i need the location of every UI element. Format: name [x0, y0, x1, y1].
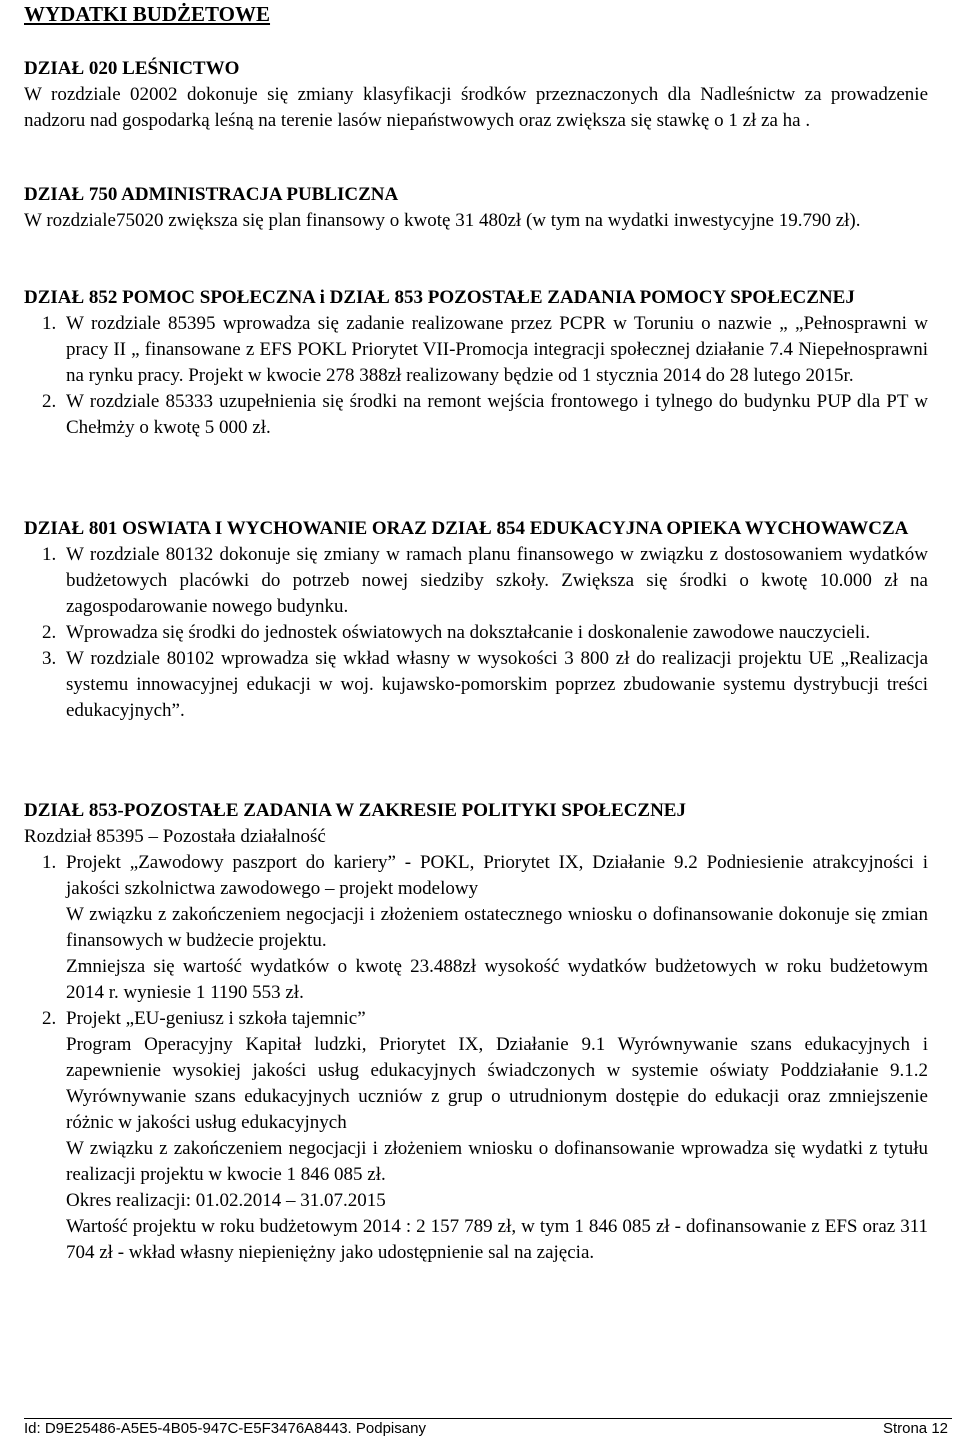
item-number: 1. [42, 852, 57, 873]
item-text: Wprowadza się środki do jednostek oświatowych na dokształcanie i doskonalenie zawodowe nauczycieli. [66, 622, 871, 643]
section-heading: DZIAŁ 750 ADMINISTRACJA PUBLICZNA [24, 184, 399, 205]
section-heading: DZIAŁ 852 POMOC SPOŁECZNA i DZIAŁ 853 POZOSTAŁE ZADANIA POMOCY SPOŁECZNEJ [24, 287, 855, 308]
item-number: 1. [42, 313, 57, 334]
item-text: Zmniejsza się wartość wydatków o kwotę 23.488zł wysokość wydatków budżetowych w roku budżetowym 2014 r. wyniesie 1 1190 553 zł. [66, 956, 928, 1003]
list-item [24, 646, 928, 724]
item-text: W rozdziale 80132 dokonuje się zmiany w ramach planu finansowego w związku z dostosowaniem wydatków budżetowych placówki do potrzeb nowej siedziby szkoły. Zwiększa się środki o kwotę 10.000 zł na zagospodarowanie nowego budynku. [66, 544, 928, 617]
item-text: Wartość projektu w roku budżetowym 2014 : 2 157 789 zł, w tym 1 846 085 zł - dofinansowanie z EFS oraz 311 704 zł - wkład własny niepieniężny jako udostępnienie sal na zajęcia. [66, 1216, 928, 1263]
section-subheading: Rozdział 85395 – Pozostała działalność [24, 826, 326, 847]
item-number: 2. [42, 391, 57, 412]
list-item [24, 389, 928, 441]
section-dzial-020 [24, 56, 928, 134]
item-text: W rozdziale 85333 uzupełnienia się środki na remont wejścia frontowego i tylnego do budynku PUP dla PT w Chełmży o kwotę 5 000 zł. [66, 391, 928, 438]
list-item [24, 1006, 928, 1266]
page-footer [24, 1418, 952, 1437]
numbered-list [24, 311, 928, 441]
item-number: 3. [42, 648, 57, 669]
section-text: W rozdziale 02002 dokonuje się zmiany klasyfikacji środków przeznaczonych dla Nadleśnictw za prowadzenie nadzoru nad gospodarką leśną na terenie lasów niepaństwowych oraz zwiększa się stawkę o 1 zł za ha . [24, 84, 928, 131]
item-text: Okres realizacji: 01.02.2014 – 31.07.2015 [66, 1190, 386, 1211]
item-text: W rozdziale 85395 wprowadza się zadanie realizowane przez PCPR w Toruniu o nazwie „ „Pełnosprawni w pracy II „ finansowane z EFS POKL Priorytet VII-Promocja integracji społecznej działanie 7.4 Niepełnosprawni na rynku pracy. Projekt w kwocie 278 388zł realizowany będzie od 1 stycznia 2014 do 28 lutego 2015r. [66, 313, 928, 386]
list-item [24, 850, 928, 1006]
section-text: W rozdziale75020 zwiększa się plan finansowy o kwotę 31 480zł (w tym na wydatki inwestycyjne 19.790 zł). [24, 210, 861, 231]
section-dzial-750 [24, 182, 928, 234]
section-heading: DZIAŁ 801 OSWIATA I WYCHOWANIE ORAZ DZIAŁ 854 EDUKACYJNA OPIEKA WYCHOWAWCZA [24, 518, 909, 539]
section-dzial-801-854 [24, 516, 928, 724]
item-number: 2. [42, 1008, 57, 1029]
item-text: W związku z zakończeniem negocjacji i złożeniem wniosku o dofinansowanie wprowadza się wydatki z tytułu realizacji projektu w kwocie 1 846 085 zł. [66, 1138, 928, 1185]
numbered-list [24, 850, 928, 1266]
section-heading: DZIAŁ 020 LEŚNICTWO [24, 58, 240, 79]
document-title: WYDATKI BUDŻETOWE [24, 2, 271, 26]
item-text: Program Operacyjny Kapitał ludzki, Priorytet IX, Działanie 9.1 Wyrównywanie szans edukacyjnych i zapewnienie wysokiej jakości usług edukacyjnych świadczonych w systemie oświaty Poddziałanie 9.1.2 Wyrównywanie szans edukacyjnych uczniów z grup o utrudnionym dostępie do edukacji oraz zmniejszenie różnic w jakości usług edukacyjnych [66, 1034, 928, 1133]
list-item [24, 620, 928, 646]
item-text: W związku z zakończeniem negocjacji i złożeniem ostatecznego wniosku o dofinansowanie dokonuje się zmian finansowych w budżecie projektu. [66, 904, 928, 951]
list-item [24, 311, 928, 389]
section-dzial-853-polityka [24, 798, 928, 1266]
document-id: Id: D9E25486-A5E5-4B05-947C-E5F3476A8443. Podpisany [24, 1420, 426, 1437]
section-heading: DZIAŁ 853-POZOSTAŁE ZADANIA W ZAKRESIE POLITYKI SPOŁECZNEJ [24, 800, 686, 821]
item-text: Projekt „EU-geniusz i szkoła tajemnic” [66, 1008, 366, 1029]
page-number: Strona 12 [882, 1420, 948, 1437]
item-text: Projekt „Zawodowy paszport do kariery” - POKL, Priorytet IX, Działanie 9.2 Podniesienie atrakcyjności i jakości szkolnictwa zawodowego – projekt modelowy [66, 852, 928, 899]
list-item [24, 542, 928, 620]
item-number: 1. [42, 544, 57, 565]
section-dzial-852-853 [24, 285, 928, 441]
numbered-list [24, 542, 928, 724]
item-number: 2. [42, 622, 57, 643]
item-text: W rozdziale 80102 wprowadza się wkład własny w wysokości 3 800 zł do realizacji projektu UE „Realizacja systemu innowacyjnej edukacji w woj. kujawsko-pomorskim poprzez zbudowanie systemu dystrybucji treści edukacyjnych”. [66, 648, 928, 721]
